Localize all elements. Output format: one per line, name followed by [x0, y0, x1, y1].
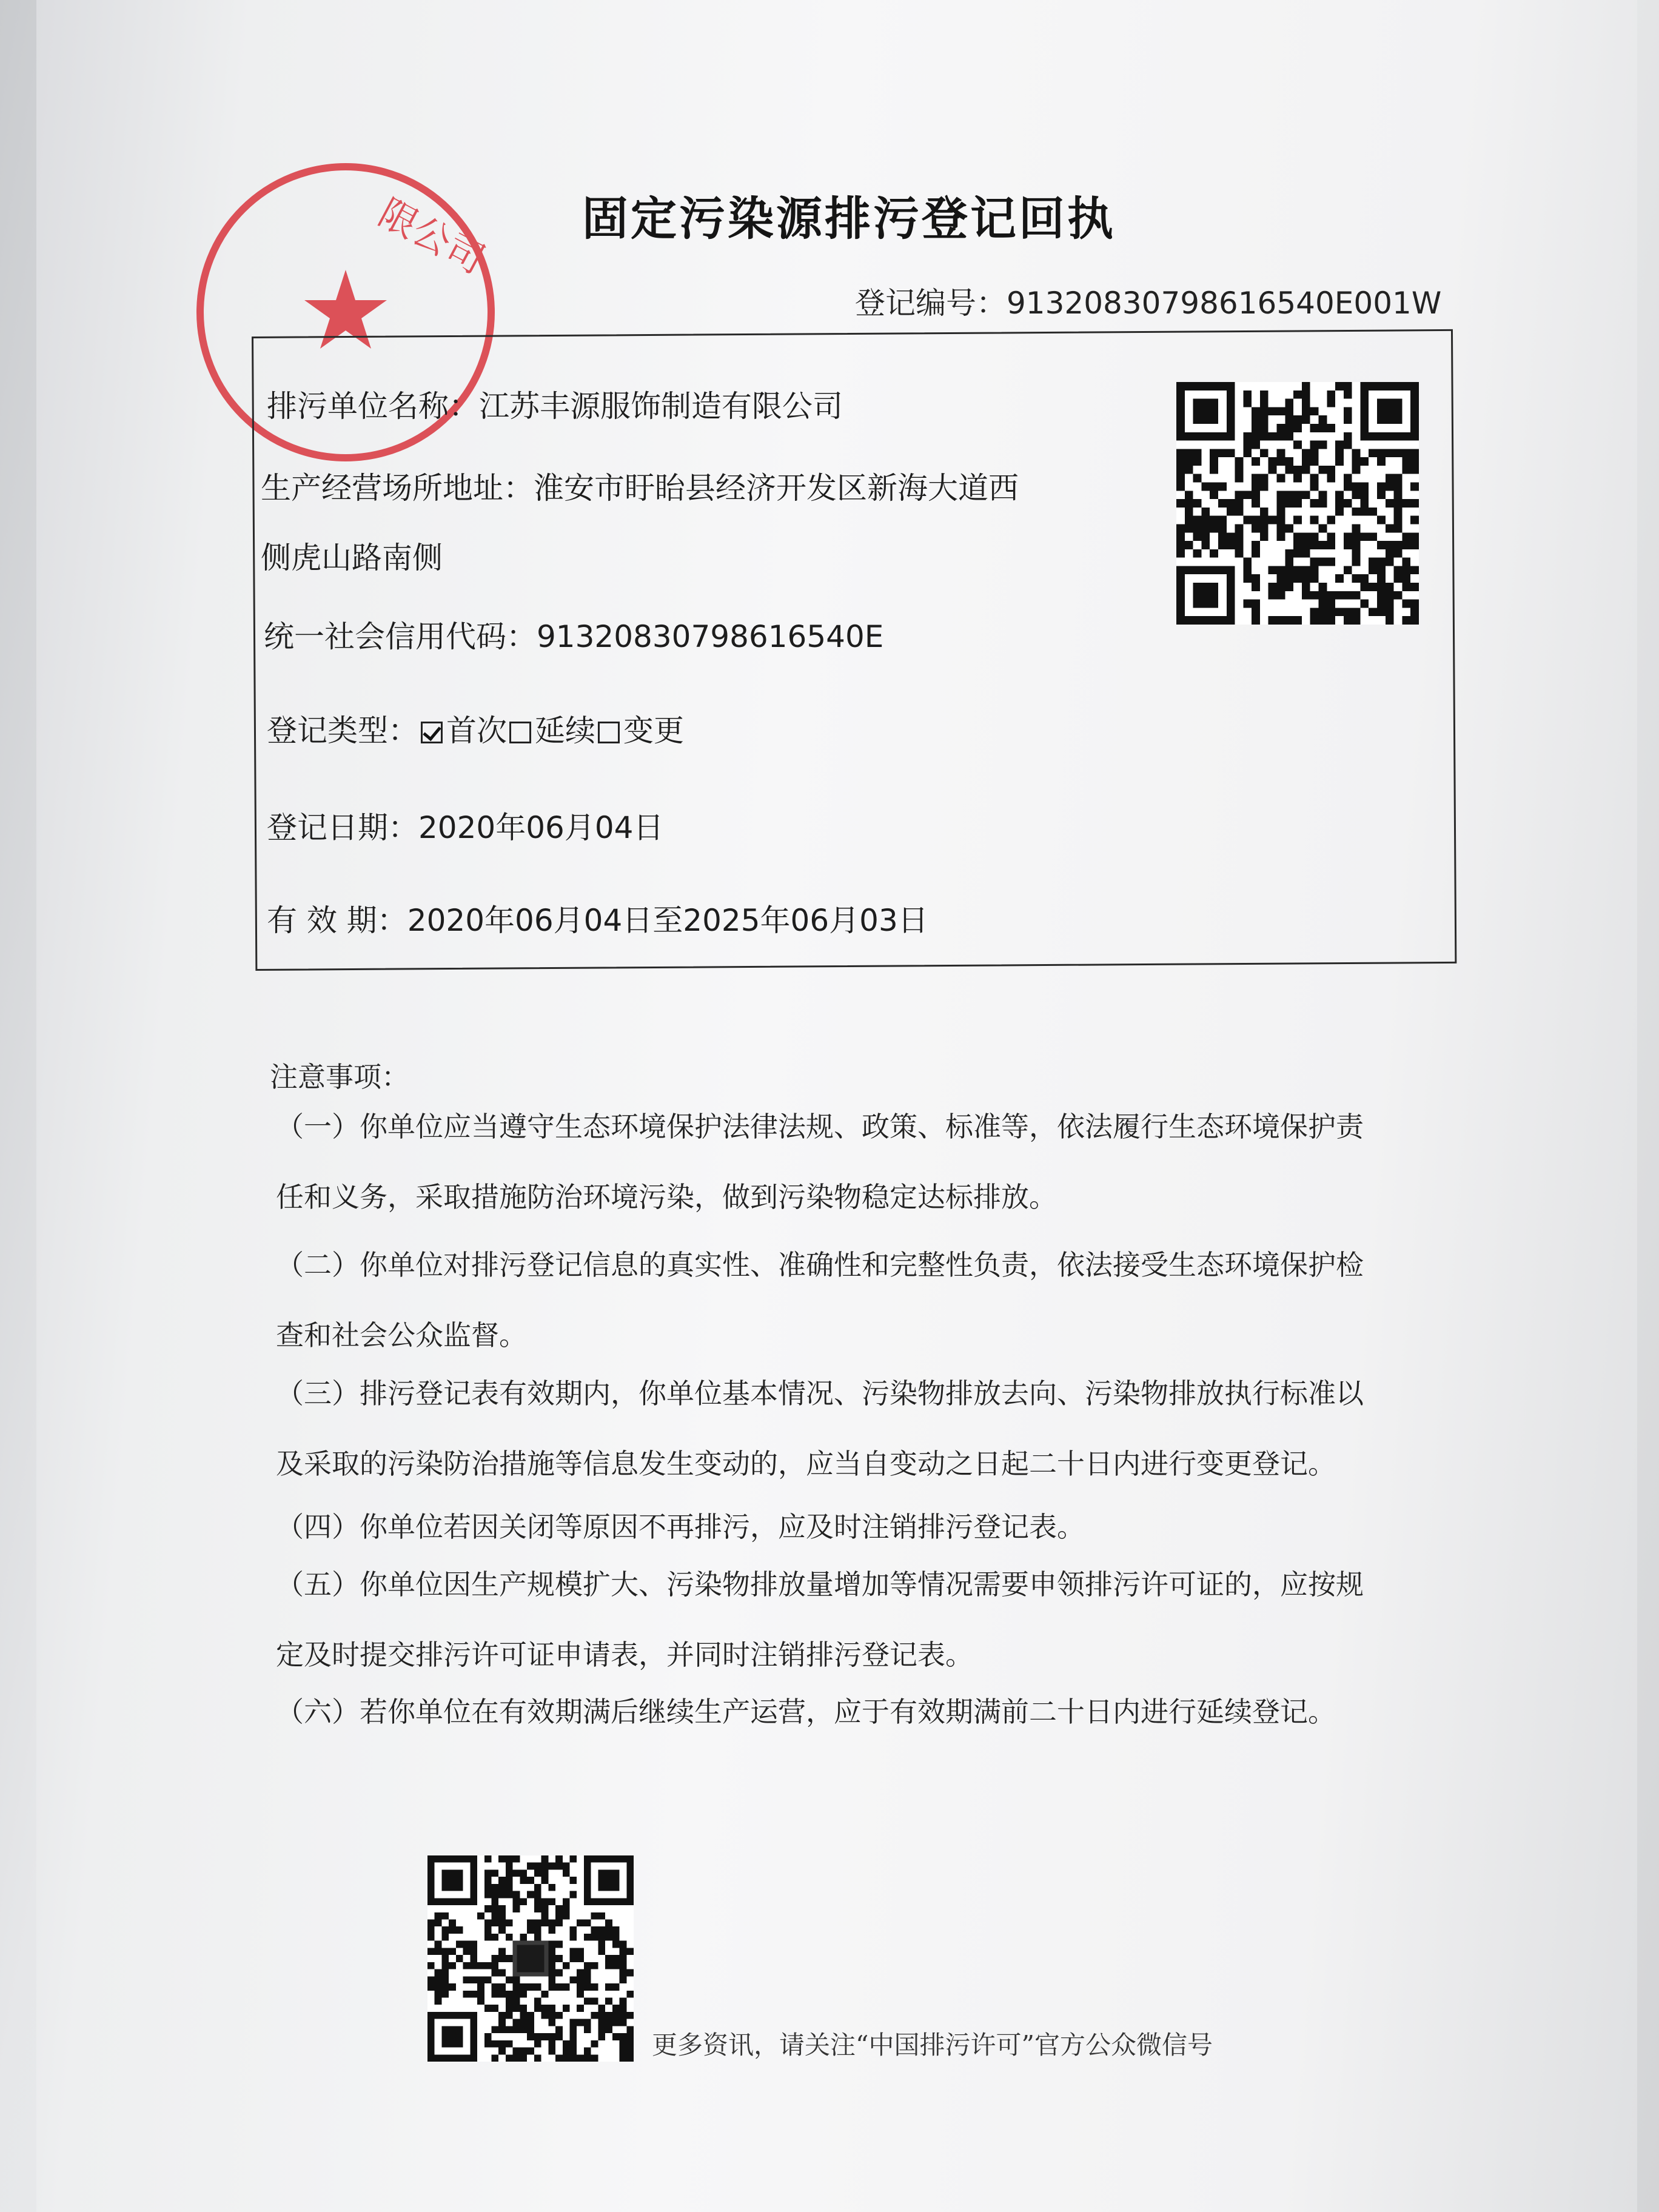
unit-name-label: 排污单位名称：: [267, 389, 479, 424]
reg-type-field: [267, 706, 684, 750]
credit-code-label: 统一社会信用代码：: [264, 619, 537, 654]
validity-value: 2020年06月04日至2025年06月03日: [407, 903, 928, 938]
registration-number: [855, 279, 1441, 323]
seal-text: 限公司: [371, 190, 492, 283]
note-1-line2: 任和义务，采取措施防治环境污染，做到污染物稳定达标排放。: [276, 1181, 1057, 1213]
address-line1: 淮安市盱眙县经济开发区新海大道西: [534, 471, 1019, 506]
note-3-line2: 及采取的污染防治措施等信息发生变动的，应当自变动之日起二十日内进行变更登记。: [276, 1447, 1336, 1480]
address-label: 生产经营场所地址：: [261, 471, 534, 506]
note-2-line1: （二）你单位对排污登记信息的真实性、准确性和完整性负责，依法接受生态环境保护检: [276, 1248, 1364, 1281]
note-5-line1: （五）你单位因生产规模扩大、污染物排放量增加等情况需要申领排污许可证的，应按规: [276, 1568, 1364, 1601]
reg-type-first-label: 首次: [446, 713, 507, 748]
unit-name-value: 江苏丰源服饰制造有限公司: [479, 389, 843, 424]
note-3-line1: （三）排污登记表有效期内，你单位基本情况、污染物排放去向、污染物排放执行标准以: [276, 1377, 1364, 1410]
reg-type-label: 登记类型：: [267, 713, 418, 748]
note-item-5: [276, 1549, 1428, 1690]
reg-type-extend-checkbox: [509, 722, 531, 743]
reg-type-change-label: 变更: [623, 713, 684, 748]
note-item-2: [276, 1230, 1428, 1370]
registration-number-label: 登记编号：: [855, 286, 1007, 321]
note-item-6: [276, 1677, 1428, 1747]
notes-heading: 注意事项：: [270, 1061, 409, 1093]
validity-field: [267, 896, 928, 940]
credit-code-value: 91320830798616540E: [537, 619, 884, 654]
validity-label: 有 效 期：: [267, 903, 407, 938]
note-item-1: [276, 1091, 1428, 1232]
note-6-line1: （六）若你单位在有效期满后继续生产运营，应于有效期满前二十日内进行延续登记。: [276, 1695, 1336, 1728]
address-line2: 侧虎山路南侧: [261, 540, 443, 575]
note-item-3: [276, 1358, 1428, 1499]
reg-date-field: [267, 803, 664, 847]
reg-date-label: 登记日期：: [267, 810, 418, 845]
note-2-line2: 查和社会公众监督。: [276, 1319, 527, 1352]
reg-type-extend-label: 延续: [535, 713, 595, 748]
address-line2-field: [261, 534, 443, 577]
qr-code-top: [1176, 382, 1419, 625]
note-5-line2: 定及时提交排污许可证申请表，并同时注销排污登记表。: [276, 1638, 973, 1671]
qr-code-wechat: [427, 1855, 634, 2062]
reg-date-value: 2020年06月04日: [418, 810, 664, 845]
reg-type-change-checkbox: [598, 722, 620, 743]
credit-code-field: [264, 612, 883, 656]
document-title: 固定污染源排污登记回执: [582, 192, 1116, 246]
address-field: [261, 464, 1019, 508]
note-1-line1: （一）你单位应当遵守生态环境保护法律法规、政策、标准等，依法履行生态环境保护责: [276, 1110, 1364, 1143]
note-4-line1: （四）你单位若因关闭等原因不再排污，应及时注销排污登记表。: [276, 1510, 1085, 1543]
reg-type-first-checkbox: [421, 722, 443, 743]
unit-name-field: [267, 382, 843, 426]
registration-number-value: 91320830798616540E001W: [1007, 286, 1442, 321]
footer-text: 更多资讯，请关注“中国排污许可”官方公众微信号: [652, 2030, 1213, 2060]
